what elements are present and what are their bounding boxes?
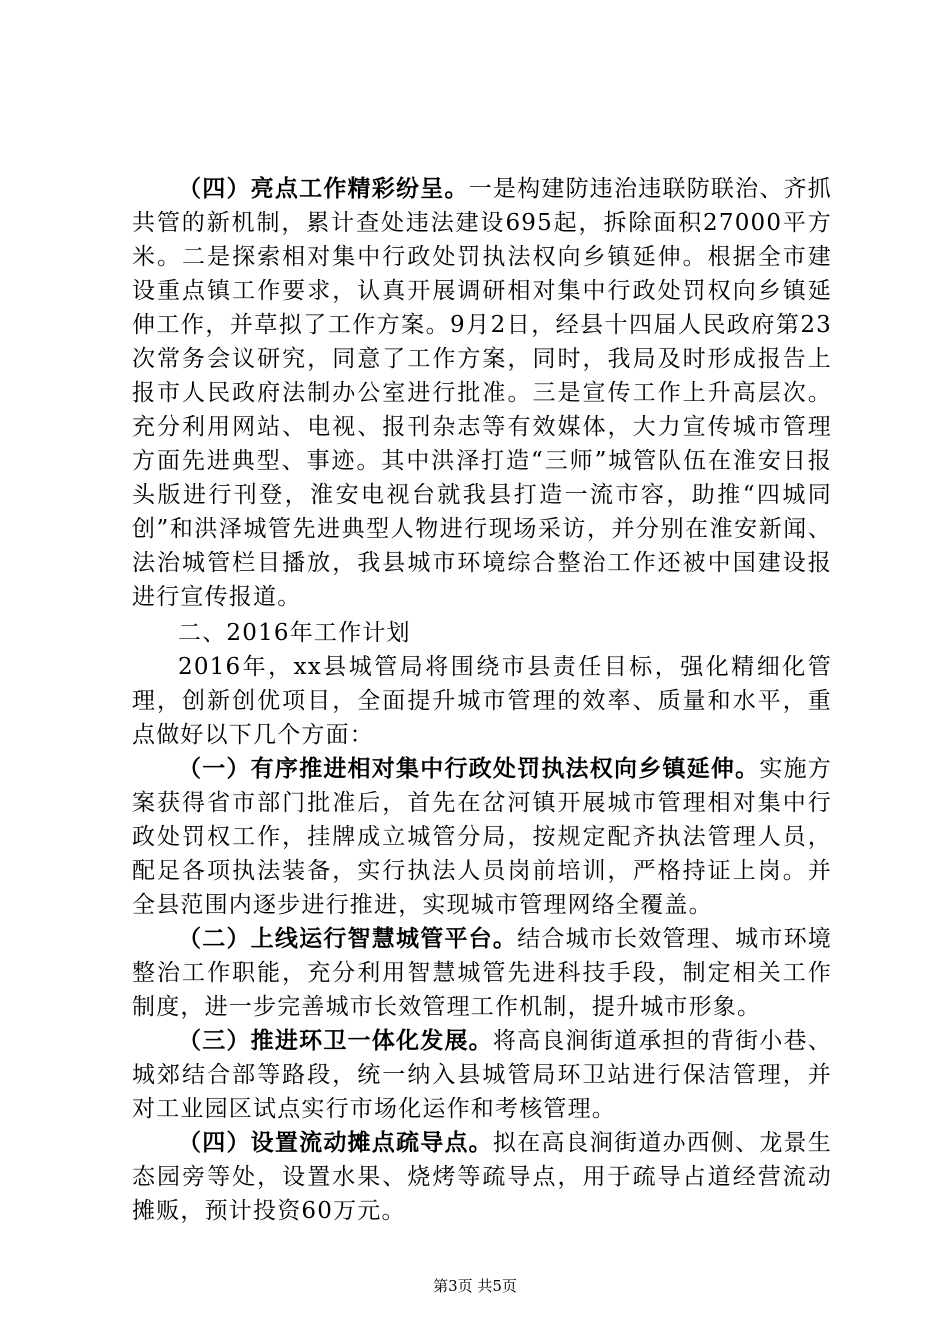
paragraph-lead: （四）亮点工作精彩纷呈。 [178,175,469,202]
paragraph-text: 一是构建防违治违联防联治、齐抓共管的新机制，累计查处违法建设695起，拆除面积27000平方米。二是探索相对集中行政处罚执法权向乡镇延伸。根据全市建设重点镇工作要求，认真开展调研相对集中行政处罚权向乡镇延伸工作，并草拟了工作方案。9月2日，经县十四届人民政府第23次常务会议研究，同意了工作方案，同时，我局及时形成报告上报市人民政府法制办公室进行批准。三是宣传工作上升高层次。充分利用网站、电视、报刊杂志等有效媒体，大力宣传城市管理方面先进典型、事迹。其中洪泽打造“三师”城管队伍在淮安日报头版进行刊登，淮安电视台就我县打造一流市容，助推“四城同创”和洪泽城管先进典型人物进行现场采访，并分别在淮安新闻、法治城管栏目播放，我县城市环境综合整治工作还被中国建设报进行宣传报道。 [132,176,833,610]
plan-item-4 [132,1126,832,1228]
plan-item-lead: （三）推进环卫一体化发展。 [178,1027,493,1054]
plan-item-2 [132,922,832,1024]
paragraph-highlights [132,172,832,614]
paragraph-intro: 2016年，xx县城管局将围绕市县责任目标，强化精细化管理，创新创优项目，全面提升城市管理的效率、质量和水平，重点做好以下几个方面： [132,654,832,748]
plan-item-lead: （二）上线运行智慧城管平台。 [178,925,518,952]
plan-item-text: 实施方案获得省市部门批准后，首先在岔河镇开展城市管理相对集中行政处罚权工作，挂牌成立城管分局，按规定配齐执法管理人员，配足各项执法装备，实行执法人员岗前培训，严格持证上岗。并全县范围内逐步进行推进，实现城市管理网络全覆盖。 [132,756,832,918]
plan-item-1 [132,752,832,922]
document-body [132,172,832,1228]
plan-item-text: 拟在高良涧街道办西侧、龙景生态园旁等处，设置水果、烧烤等疏导点，用于疏导占道经营流动摊贩，预计投资60万元。 [132,1130,832,1224]
plan-item-lead: （四）设置流动摊点疏导点。 [178,1129,493,1156]
plan-item-lead: （一）有序推进相对集中行政处罚执法权向乡镇延伸。 [178,755,760,782]
section-heading: 二、2016年工作计划 [178,620,411,646]
page-footer: 第3页 共5页 [433,1277,517,1295]
plan-item-text: 结合城市长效管理、城市环境整治工作职能，充分利用智慧城管先进科技手段，制定相关工作制度，进一步完善城市长效管理工作机制，提升城市形象。 [132,926,832,1020]
plan-item-3 [132,1024,832,1126]
plan-item-text: 将高良涧街道承担的背街小巷、城郊结合部等路段，统一纳入县城管局环卫站进行保洁管理，并对工业园区试点实行市场化运作和考核管理。 [132,1028,832,1122]
